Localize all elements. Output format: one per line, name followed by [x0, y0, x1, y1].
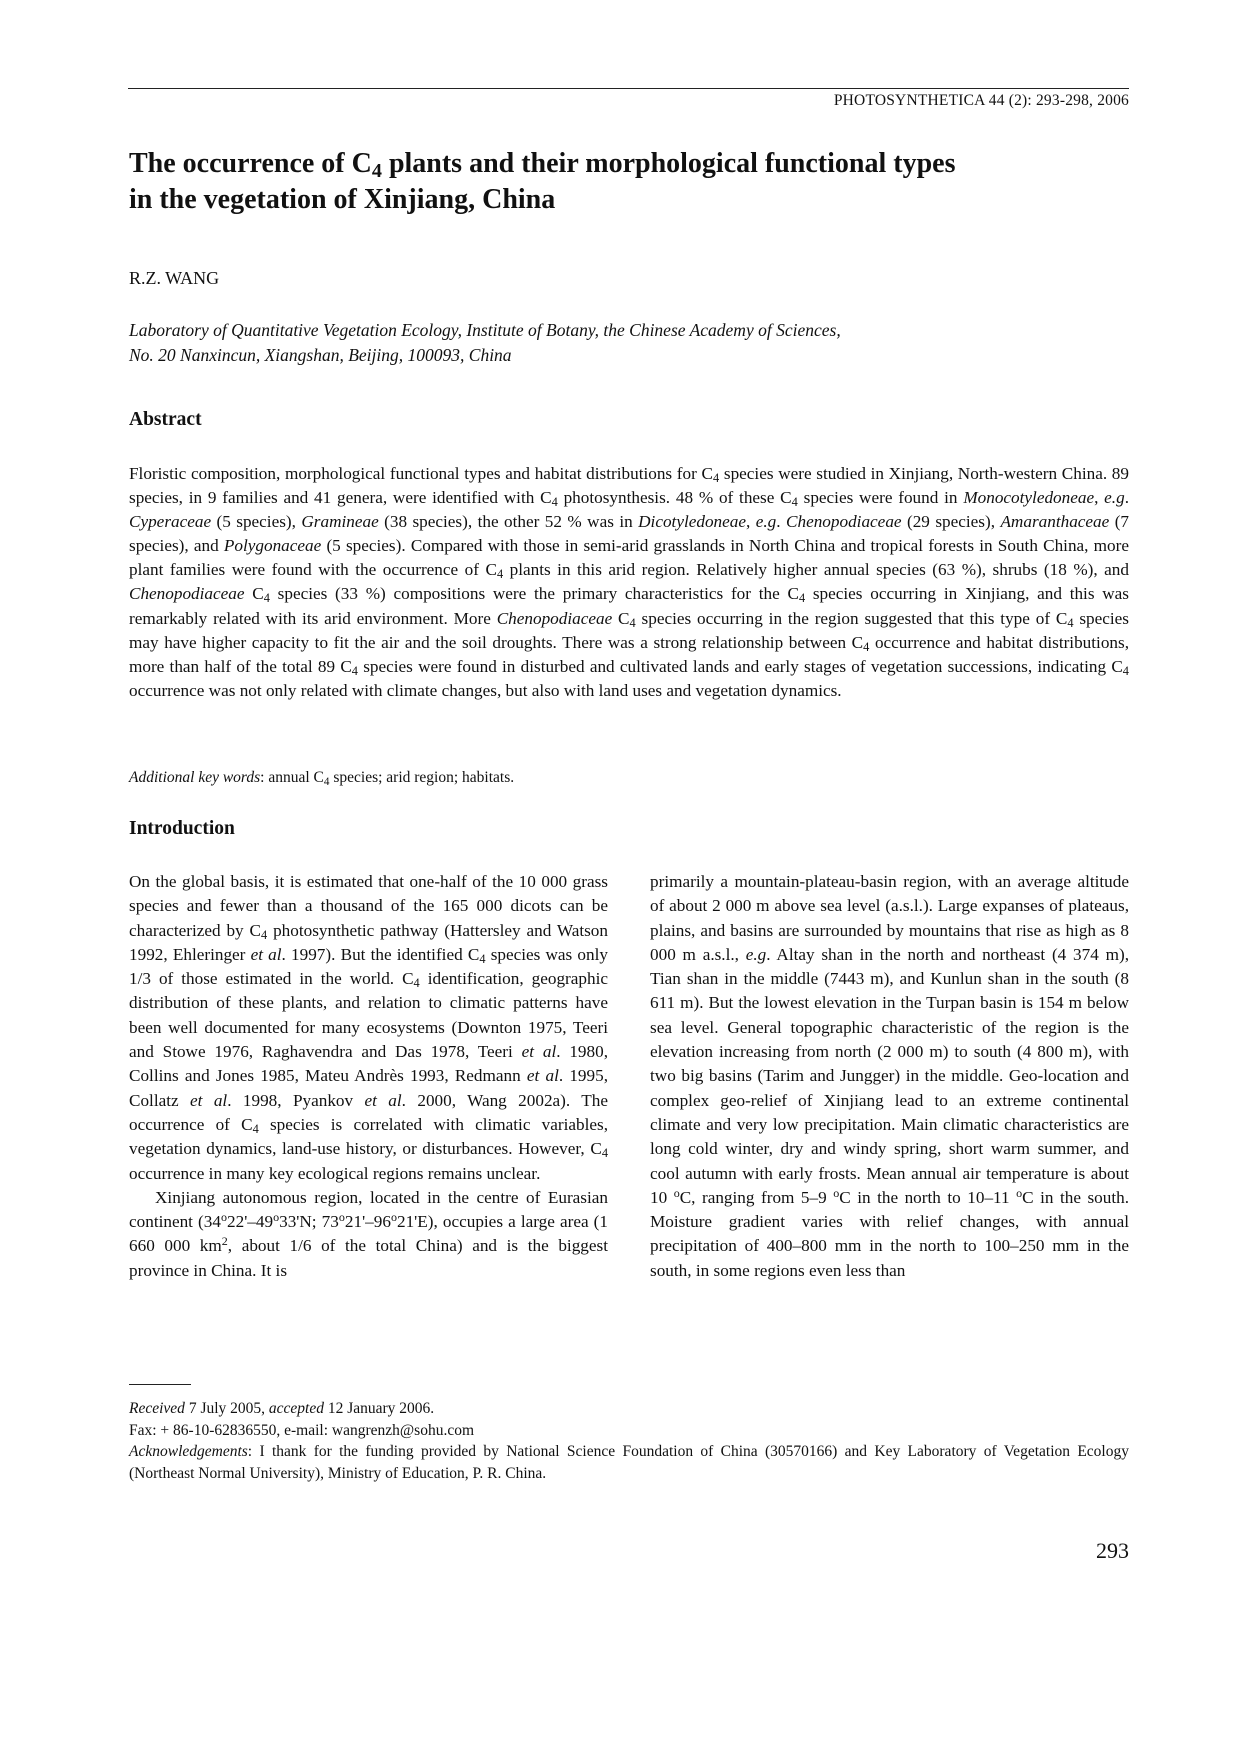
- introduction-heading: Introduction: [129, 818, 235, 839]
- footnote-rule: [129, 1384, 191, 1385]
- paragraph: Xinjiang autonomous region, located in the centre of Eurasian continent (34$^o$22'–49$^o$33'N; 73$^o$21'–96$^o$21'E), occupies a large area (1 660 000 $km^2$, about 1/6 of the total China) and is the biggest province in China. It is: [129, 1187, 609, 1280]
- intro-column-left: [129, 870, 608, 1283]
- title-subscript: 4: [371, 160, 382, 183]
- header-rule: [128, 88, 1129, 89]
- intro-column-right: [650, 870, 1129, 1283]
- article-title: [129, 146, 1129, 218]
- paragraph: Acknowledgements: I thank for the funding provided by National Science Foundation of China (30570166) and Key Laboratory of Vegetation Ecology (Northeast Normal University), Ministry of Education, P. R. China.: [129, 1443, 1129, 1482]
- title-line2: in the vegetation of Xinjiang, China: [129, 184, 556, 215]
- footnotes: [129, 1398, 1129, 1484]
- title-part2: plants and their morphological functional types: [381, 148, 956, 179]
- author: R.Z. WANG: [129, 268, 220, 288]
- paragraph: On the global basis, it is estimated that one-half of the 10 000 grass species and fewer than a thousand of the 165 000 dicots can be characterized by $C_4$ photosynthetic pathway (Hattersley and Watson 1992, Ehleringer et al. 1997). But the identified $C_4$ species was only 1/3 of those estimated in the world. $C_4$ identification, geographic distribution of these plants, and relation to climatic patterns have been well documented for many ecosystems (Downton 1975, Teeri and Stowe 1976, Raghavendra and Das 1978, Teeri et al. 1980, Collins and Jones 1985, Mateu Andrès 1993, Redmann et al. 1995, Collatz et al. 1998, Pyankov et al. 2000, Wang 2002a). The occurrence of $C_4$ species is correlated with climatic variables, vegetation dynamics, land-use history, or disturbances. However, $C_4$ occurrence in many key ecological regions remains unclear.: [129, 872, 609, 1183]
- title-part1: The occurrence of C: [129, 148, 372, 179]
- running-head: PHOTOSYNTHETICA 44 (2): 293-298, 2006: [833, 92, 1129, 109]
- keywords: Additional key words: annual $C_4$ species; arid region; habitats.: [129, 769, 515, 788]
- paragraph: Fax: + 86-10-62836550, e-mail: wangrenzh@sohu.com: [129, 1421, 475, 1439]
- page-number: 293: [1096, 1538, 1129, 1563]
- abstract-text: Floristic composition, morphological functional types and habitat distributions for $C_4$ species were studied in Xinjiang, North-western China. 89 species, in 9 families and 41 genera, were identified with $C_4$ photosynthesis. 48 % of these $C_4$ species were found in Monocotyledoneae, e.g. Cyperaceae (5 species), Gramineae (38 species), the other 52 % was in Dicotyledoneae, e.g. Chenopodiaceae (29 species), Amaranthaceae (7 species), and Polygonaceae (5 species). Compared with those in semi-arid grasslands in North China and tropical forests in South China, more plant families were found with the occurrence of $C_4$ plants in this arid region. Relatively higher annual species (63 %), shrubs (18 %), and Chenopodiaceae $C_4$ species (33 %) compositions were the primary characteristics for the $C_4$ species occurring in Xinjiang, and this was remarkably related with its arid environment. More Chenopodiaceae $C_4$ species occurring in the region suggested that this type of $C_4$ species may have higher capacity to fit the air and the soil droughts. There was a strong relationship between $C_4$ occurrence and habitat distributions, more than half of the total 89 $C_4$ species were found in disturbed and cultivated lands and early stages of vegetation successions, indicating $C_4$ occurrence was not only related with climate changes, but also with land uses and vegetation dynamics.: [129, 464, 1130, 700]
- affiliation: [129, 318, 1129, 368]
- affiliation-line2: No. 20 Nanxincun, Xiangshan, Beijing, 100093, China: [129, 345, 512, 365]
- paragraph: Received 7 July 2005, accepted 12 January 2006.: [129, 1400, 435, 1417]
- abstract-heading: Abstract: [129, 409, 202, 430]
- paragraph: primarily a mountain-plateau-basin region, with an average altitude of about 2 000 m above sea level (a.s.l.). Large expanses of plateaus, plains, and basins are surrounded by mountains that rise as high as 8 000 m a.s.l., e.g. Altay shan in the north and northeast (4 374 m), Tian shan in the middle (7443 m), and Kunlun shan in the south (8 611 m). But the lowest elevation in the Turpan basin is 154 m below sea level. General topographic characteristic of the region is the elevation increasing from north (2 000 m) to south (4 800 m), with two big basins (Tarim and Jungger) in the middle. Geo-location and complex geo-relief of Xinjiang lead to an extreme continental climate and very low precipitation. Main climatic characteristics are long cold winter, dry and windy spring, short warm summer, and cool autumn with early frosts. Mean annual air temperature is about 10 $^o$C, ranging from 5–9 $^o$C in the north to 10–11 $^o$C in the south. Moisture gradient varies with relief changes, with annual precipitation of 400–800 mm in the north to 100–250 mm in the south, in some regions even less than: [650, 872, 1130, 1280]
- affiliation-line1: Laboratory of Quantitative Vegetation Ecology, Institute of Botany, the Chinese Academy of Sciences,: [129, 320, 841, 340]
